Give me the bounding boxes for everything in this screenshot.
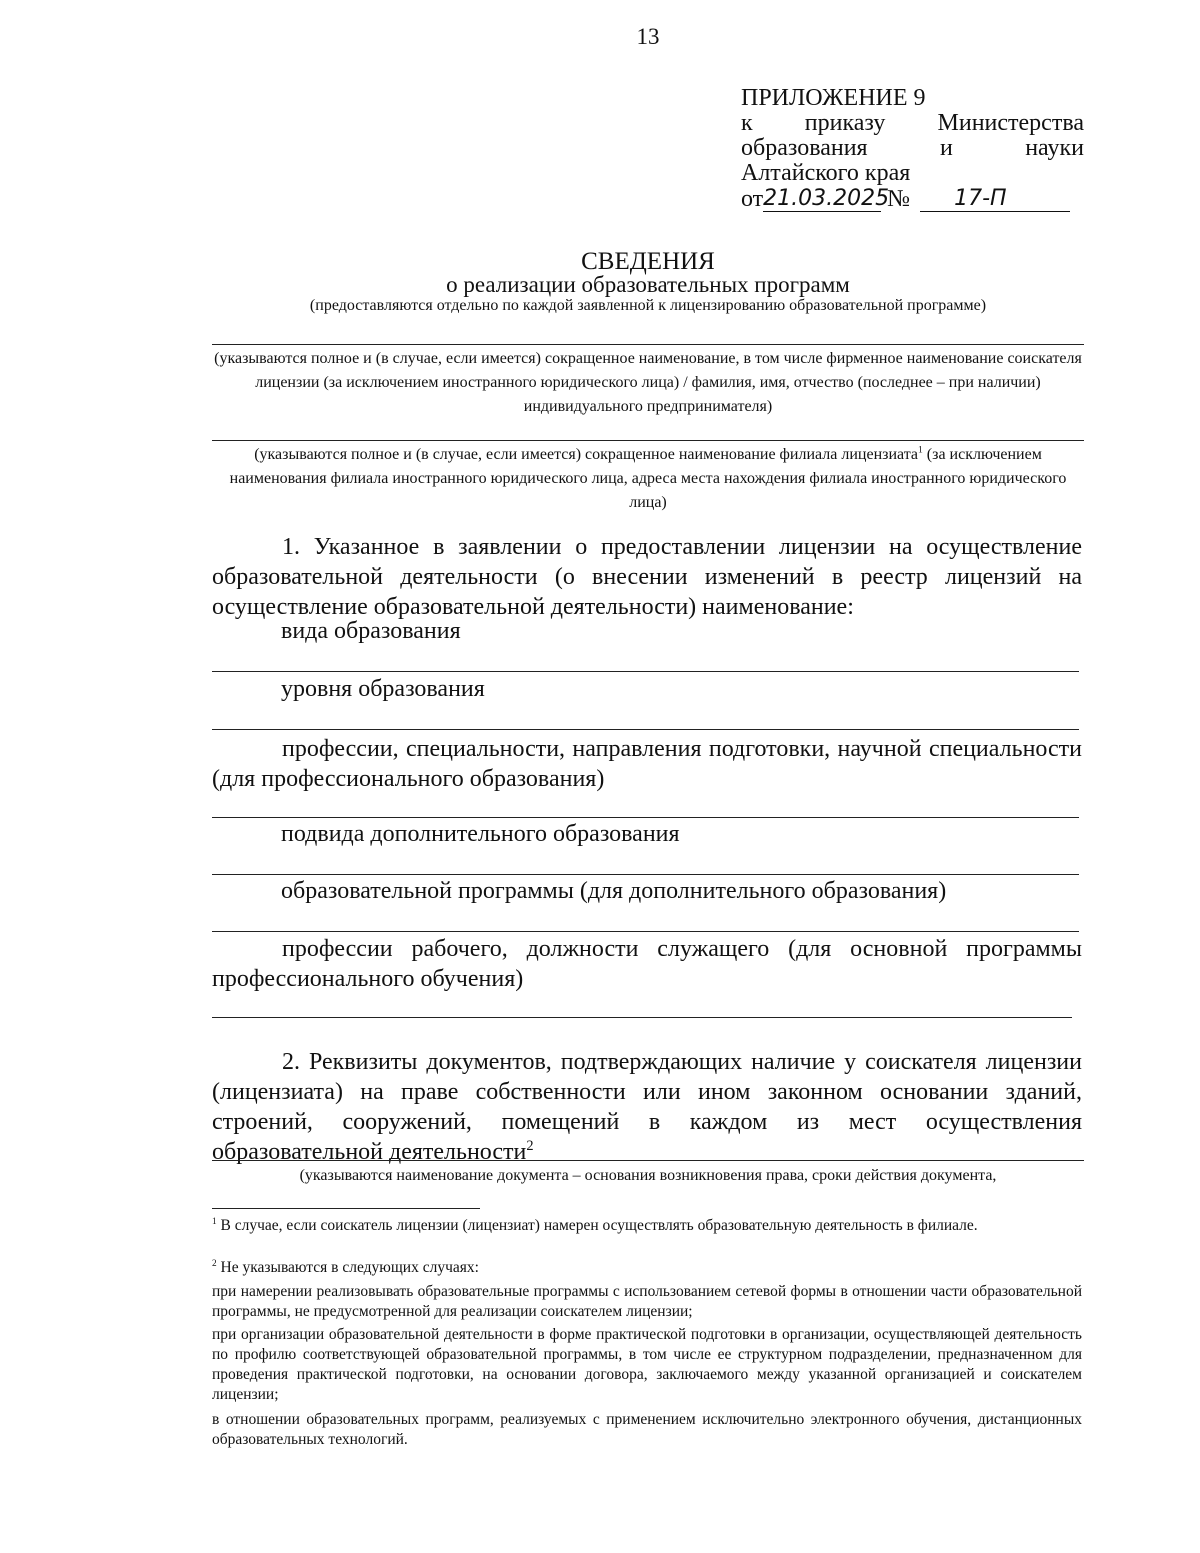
footnote-ref-2: 2: [526, 1138, 534, 1154]
footnote-1: [212, 1216, 1082, 1236]
program-line: [212, 931, 1079, 932]
applicant-note: (указываются полное и (в случае, если имеется) сокращенное наименование, в том числе фирменное наименование соискателя лицензии (за исключением иностранного юридического лица) / фамилия, имя, отчество (последнее – при наличии) индивидуального предпринимателя): [214, 350, 1082, 415]
footnote-2-mark: 2: [212, 1258, 217, 1269]
handwritten-date: 21.03.2025: [763, 186, 890, 211]
profession-label: профессии, специальности, направления подготовки, научной специальности (для профессионального образования): [212, 736, 1082, 792]
appendix-line-3: [741, 136, 1084, 161]
order-signature-line: [741, 186, 1084, 212]
from-label: от: [741, 186, 764, 212]
appendix-line-4: Алтайского края: [741, 160, 911, 186]
section-1-text: 1. Указанное в заявлении о предоставлении лицензии на осуществление образовательной деятельности (о внесении изменений в реестр лицензий на осуществление образовательной деятельности) наименование:: [212, 534, 1082, 620]
appendix-word: и: [939, 135, 953, 161]
education-level-line: [212, 729, 1079, 730]
appendix-block: [741, 86, 1084, 212]
footnote-2-item-b: при организации образовательной деятельности в форме практической подготовки в организации, осуществляющей деятельность по профилю соответствующей образовательной программы, в том числе ее структурном подразделении, предназначенном для проведения практической подготовки, на основании договора, заключаемого между указанной организацией и соискателем лицензии;: [212, 1326, 1082, 1403]
appendix-title: ПРИЛОЖЕНИЕ 9: [741, 85, 926, 111]
number-label: №: [887, 186, 911, 212]
worker-profession-label: профессии рабочего, должности служащего (для основной программы профессионального обучения): [212, 936, 1082, 992]
appendix-word: приказу: [804, 110, 886, 136]
document-title: СВЕДЕНИЯ: [581, 248, 715, 275]
section-2-note: (указываются наименование документа – основания возникновения права, сроки действия документа,: [299, 1167, 997, 1184]
footnote-1-text: В случае, если соискатель лицензии (лицензиат) намерен осуществлять образовательную деятельность в филиале.: [216, 1217, 978, 1234]
appendix-word: Министерства: [937, 110, 1084, 136]
appendix-word: науки: [1025, 135, 1084, 161]
worker-profession-line: [212, 1017, 1072, 1018]
applicant-name-line: [212, 344, 1084, 345]
documents-line: [212, 1160, 1084, 1161]
footnote-1-mark: 1: [212, 1216, 217, 1227]
program-label: образовательной программы (для дополнительного образования): [281, 878, 947, 904]
additional-subtype-line: [212, 874, 1079, 875]
footnote-separator: [212, 1208, 480, 1209]
footnote-2-item-c: в отношении образовательных программ, реализуемых с применением исключительно электронного обучения, дистанционных образовательных технологий.: [212, 1411, 1082, 1448]
appendix-word: образования: [741, 135, 868, 161]
appendix-line-2: [741, 111, 1084, 136]
branch-note: [212, 443, 1084, 515]
handwritten-number: 17-П: [920, 186, 1070, 212]
education-level-label: уровня образования: [281, 676, 485, 702]
section-2-text: [212, 1047, 1082, 1167]
profession-line: [212, 817, 1079, 818]
page-number: 13: [636, 24, 660, 49]
branch-name-line: [212, 440, 1084, 441]
document-subtitle-note: (предоставляются отдельно по каждой заявленной к лицензированию образовательной программе): [309, 297, 987, 314]
footnote-ref-1: 1: [918, 444, 923, 456]
education-type-line: [212, 671, 1079, 672]
footnote-2: [212, 1258, 1082, 1278]
appendix-word: к: [741, 110, 753, 136]
footnote-2-text: Не указываются в следующих случаях:: [216, 1259, 479, 1276]
branch-note-text-cont: (за исключением наименования филиала иностранного юридического лица, адреса места нахождения филиала иностранного юридического лица): [229, 446, 1067, 511]
additional-subtype-label: подвида дополнительного образования: [281, 821, 680, 847]
education-type-label: вида образования: [281, 618, 461, 644]
section-2-body: 2. Реквизиты документов, подтверждающих наличие у соискателя лицензии (лицензиата) на праве собственности или ином законном основании зданий, строений, сооружений, помещений в каждом из мест осуществления образовательной деятельности: [212, 1049, 1082, 1165]
branch-note-text: (указываются полное и (в случае, если имеется) сокращенное наименование филиала лицензиата: [254, 446, 918, 463]
document-subtitle: о реализации образовательных программ: [446, 272, 850, 297]
footnote-2-item-a: при намерении реализовывать образовательные программы с использованием сетевой формы в отношении части образовательной программы, не предусмотренной для реализации соискателем лицензии;: [212, 1283, 1082, 1320]
